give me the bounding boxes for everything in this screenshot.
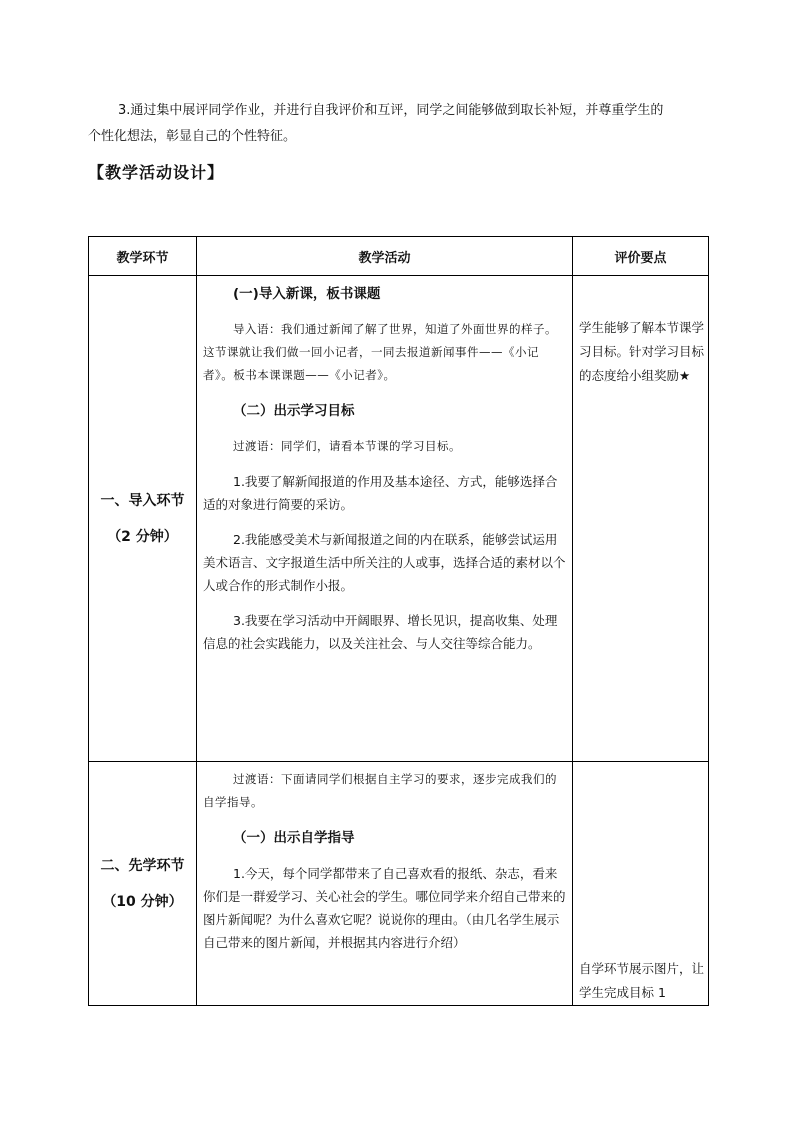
evaluation-cell xyxy=(573,762,709,1006)
activity-paragraph: 过渡语：同学们，请看本节课的学习目标。 xyxy=(233,439,461,453)
stage-name: 一、导入环节 xyxy=(100,492,185,509)
activity-paragraph: 导入语：我们通过新闻了解了世界，知道了外面世界的样子。这节课就让我们做一回小记者，一同去报道新闻事件——《小记者》。板书本课课题——《小记者》。 xyxy=(203,322,557,382)
intro-line-1: 3.通过集中展评同学作业，并进行自我评价和互评，同学之间能够做到取长补短，并尊重学生的 xyxy=(118,103,664,118)
activity-paragraph: 2.我能感受美术与新闻报道之间的内在联系，能够尝试运用美术语言、文字报道生活中所关注的人或事，选择合适的素材以个人或合作的形式制作小报。 xyxy=(203,532,566,593)
evaluation-text: 自学环节展示图片，让学生完成目标 1 xyxy=(579,961,705,1000)
activity-paragraph: 3.我要在学习活动中开阔眼界、增长见识，提高收集、处理信息的社会实践能力，以及关注社会、与人交往等综合能力。 xyxy=(203,613,558,651)
intro-paragraph xyxy=(88,98,708,150)
activity-subheading: （一）出示自学指导 xyxy=(233,830,355,846)
activity-paragraph: 1.今天，每个同学都带来了自己喜欢看的报纸、杂志，看来你们是一群爱学习、关心社会的学生。哪位同学来介绍自己带来的图片新闻呢？为什么喜欢它呢？说说你的理由。（由几名学生展示自己带来的图片新闻，并根据其内容进行介绍） xyxy=(203,866,566,950)
header-evaluation: 评价要点 xyxy=(573,237,709,276)
stage-cell xyxy=(89,762,197,1006)
evaluation-text: 学生能够了解本节课学习目标。针对学习目标的态度给小组奖励★ xyxy=(579,320,705,383)
stage-time: （10 分钟） xyxy=(102,893,183,910)
activity-cell xyxy=(197,762,573,1006)
table-header-row xyxy=(89,237,709,276)
activity-subheading: （二）出示学习目标 xyxy=(233,403,355,419)
stage-time: （2 分钟） xyxy=(107,528,178,545)
intro-line-2: 个性化想法，彰显自己的个性特征。 xyxy=(88,129,297,144)
activity-cell xyxy=(197,276,573,762)
activity-paragraph: 1.我要了解新闻报道的作用及基本途径、方式，能够选择合适的对象进行简要的采访。 xyxy=(203,474,558,512)
header-activity: 教学活动 xyxy=(197,237,573,276)
activity-paragraph: 过渡语：下面请同学们根据自主学习的要求，逐步完成我们的自学指导。 xyxy=(203,772,557,809)
section-title: 【教学活动设计】 xyxy=(88,163,225,182)
table-row xyxy=(89,276,709,762)
stage-name: 二、先学环节 xyxy=(100,857,185,874)
table-row xyxy=(89,762,709,1006)
header-stage: 教学环节 xyxy=(89,237,197,276)
activity-subheading: (一)导入新课，板书课题 xyxy=(233,286,381,302)
stage-cell xyxy=(89,276,197,762)
teaching-activity-table xyxy=(88,236,709,1006)
evaluation-cell xyxy=(573,276,709,762)
